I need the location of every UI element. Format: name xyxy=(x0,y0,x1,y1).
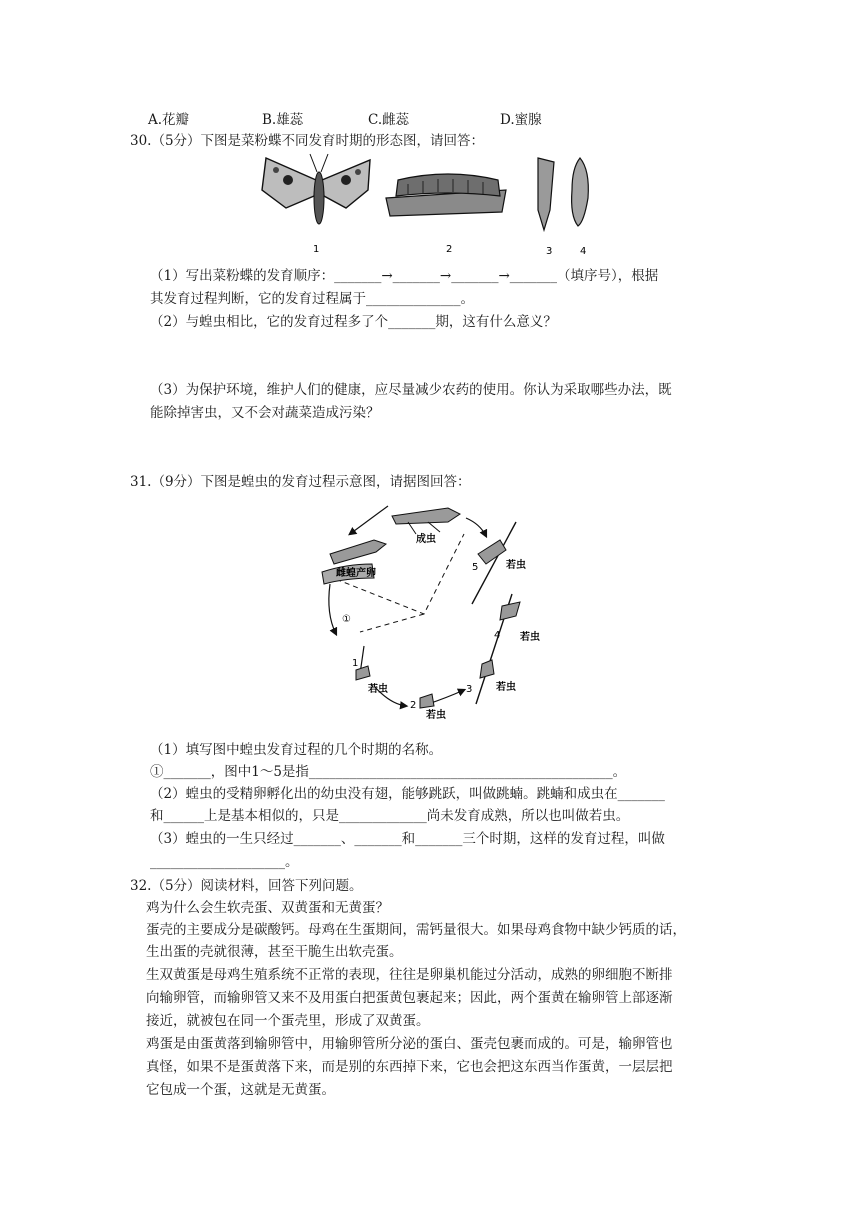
pupa-image-3 xyxy=(538,158,554,230)
q32-line: 鸡为什么会生软壳蛋、双黄蛋和无黄蛋？ xyxy=(146,900,389,916)
option-a: A.花瓣 xyxy=(148,112,190,128)
label-egg-circle: ① xyxy=(342,614,351,625)
q31-title: 31.（9分）下图是蝗虫的发育过程示意图，请据图回答： xyxy=(130,474,471,490)
nymph-3-image xyxy=(480,660,494,678)
q32-line: 向输卵管，而输卵管又来不及用蛋白把蛋黄包裹起来；因此，两个蛋黄在输卵管上部逐渐 xyxy=(146,990,673,1006)
q32-line: 生双黄蛋是母鸡生殖系统不正常的表现，往往是卵巢机能过分活动，成熟的卵细胞不断排 xyxy=(146,967,673,983)
figure-label-1: 1 xyxy=(313,244,320,255)
label-nymph-4: 若虫 xyxy=(520,632,540,643)
q31-sub3-line1: （3）蝗虫的一生只经过_______、_______和_______三个时期，这样的发育过程，叫做 xyxy=(150,831,665,847)
q30-sub1-line1: （1）写出菜粉蝶的发育顺序：_______→_______→_______→_______（填序号），根据 xyxy=(150,268,659,284)
q32-title: 32.（5分）阅读材料，回答下列问题。 xyxy=(130,878,363,894)
label-nymph-3: 若虫 xyxy=(496,682,516,693)
q31-sub2-line1: （2）蝗虫的受精卵孵化出的幼虫没有翅，能够跳跃，叫做跳蝻。跳蝻和成虫在_______ xyxy=(150,786,665,802)
q32-line: 真怪，如果不是蛋黄落下来，而是别的东西掉下来，它也会把这东西当作蛋黄，一层层把 xyxy=(146,1059,673,1075)
q30-sub3-line1: （3）为保护环境，维护人们的健康，应尽量减少农药的使用。你认为采取哪些办法，既 xyxy=(150,382,672,398)
q31-sub2-line2: 和______上是基本相似的，只是_____________尚未发育成熟，所以也叫做若虫。 xyxy=(150,808,630,824)
pupa-image-4 xyxy=(572,158,589,226)
option-c: C.雌蕊 xyxy=(368,112,410,128)
figure-label-3: 3 xyxy=(546,246,553,257)
label-nymph-2: 若虫 xyxy=(426,710,446,721)
option-d: D.蜜腺 xyxy=(500,112,542,128)
num-5: 5 xyxy=(472,562,479,573)
q32-line: 生出蛋的壳就很薄，甚至干脆生出软壳蛋。 xyxy=(146,944,403,960)
label-nymph-1: 若虫 xyxy=(368,684,388,695)
q32-line: 鸡蛋是由蛋黄落到输卵管中，用输卵管所分泌的蛋白、蛋壳包裹而成的。可是，输卵管也 xyxy=(146,1036,673,1052)
q30-sub2: （2）与蝗虫相比，它的发育过程多了个_______期，这有什么意义？ xyxy=(150,314,557,330)
nymph-4-image xyxy=(500,602,520,620)
q30-title: 30.（5分）下图是菜粉蝶不同发育时期的形态图，请回答： xyxy=(130,133,485,149)
nymph-2-image xyxy=(420,694,434,708)
figure-label-4: 4 xyxy=(580,246,587,257)
q31-sub3-line2: ____________________。 xyxy=(150,854,299,870)
num-3: 3 xyxy=(466,684,473,695)
locust-cycle-figure xyxy=(316,494,548,730)
num-4: 4 xyxy=(494,630,501,641)
label-adult: 成虫 xyxy=(416,534,436,545)
adult-locust-image xyxy=(392,508,460,534)
q31-sub1-blank: ①_______，图中1～5是指_____________________________________________。 xyxy=(150,764,627,780)
butterfly-stages-figure xyxy=(258,150,638,262)
q32-line: 它包成一个蛋，这就是无黄蛋。 xyxy=(146,1082,335,1098)
q32-line: 蛋壳的主要成分是碳酸钙。母鸡在生蛋期间，需钙量很大。如果母鸡食物中缺少钙质的话， xyxy=(146,922,686,938)
q30-sub1-line2: 其发育过程判断，它的发育过程属于______________。 xyxy=(150,291,474,307)
option-b: B.雄蕊 xyxy=(262,112,304,128)
larva-image xyxy=(386,174,506,216)
adult-butterfly-image xyxy=(262,154,370,224)
label-nymph-5: 若虫 xyxy=(506,560,526,571)
figure-label-2: 2 xyxy=(446,244,453,255)
label-female: 雌蝗产卵 xyxy=(336,568,376,579)
q30-sub3-line2: 能除掉害虫，又不会对蔬菜造成污染？ xyxy=(150,405,380,421)
num-2: 2 xyxy=(410,700,417,711)
q32-line: 接近，就被包在同一个蛋壳里，形成了双黄蛋。 xyxy=(146,1013,430,1029)
num-1: 1 xyxy=(352,658,359,669)
q31-sub1: （1）填写图中蝗虫发育过程的几个时期的名称。 xyxy=(150,742,443,758)
nymph-5-image xyxy=(478,540,506,564)
